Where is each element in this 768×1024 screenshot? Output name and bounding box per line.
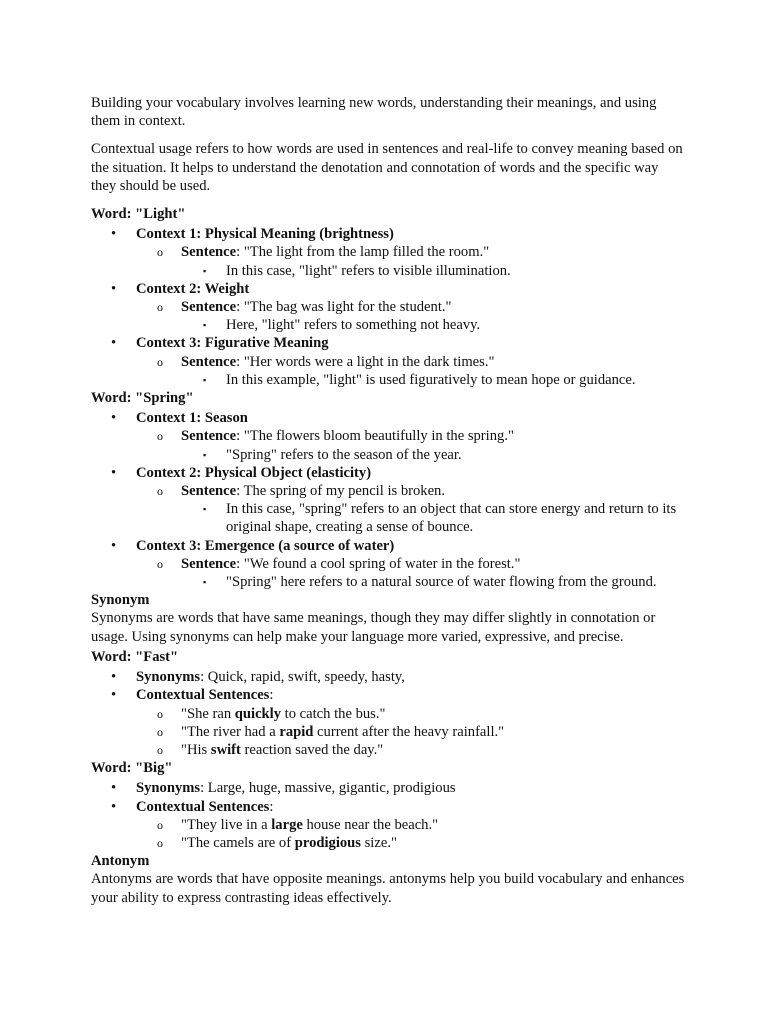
note-item (181, 446, 687, 464)
context-title: Context 1: Season (136, 410, 248, 427)
note-text: In this case, "light" refers to visible illumination. (226, 262, 511, 279)
bullet-marker: ▪ (203, 320, 207, 331)
note-text: In this example, "light" is used figuratively to mean hope or guidance. (226, 371, 636, 388)
sentence-item (136, 482, 687, 537)
colon: : (269, 687, 274, 704)
bullet-marker: o (157, 354, 163, 369)
example-sentence (136, 723, 687, 741)
example-sentence (136, 741, 687, 759)
note-item (181, 371, 687, 389)
bullet-marker: o (157, 817, 163, 832)
bullet-marker: • (111, 335, 117, 352)
note-text: In this case, "spring" refers to an object that can store energy and return to its original shape, creating a sense of bounce. (226, 501, 677, 536)
context-item (91, 464, 687, 537)
sentence-item (136, 555, 687, 591)
example-sentence (136, 834, 687, 852)
highlighted-word: quickly (234, 705, 282, 722)
contextual-label: Contextual Sentences (136, 798, 270, 815)
context-list (91, 409, 687, 591)
sentence-text: : "Her words were a light in the dark times." (236, 353, 495, 370)
sentence-part: house near the beach." (302, 816, 439, 833)
highlighted-word: prodigious (294, 834, 361, 851)
bullet-marker: o (157, 300, 163, 315)
context-title: Context 3: Figurative Meaning (136, 335, 329, 352)
bullet-marker: • (111, 669, 117, 686)
sentence-part: "She ran (181, 705, 235, 722)
sentence-text: : The spring of my pencil is broken. (236, 483, 445, 500)
context-title: Context 1: Physical Meaning (brightness) (136, 226, 394, 243)
sentence-label: Sentence (181, 555, 237, 572)
note-text: "Spring" refers to the season of the year. (226, 446, 462, 463)
bullet-marker: o (157, 429, 163, 444)
synonym-heading: Synonym (91, 592, 150, 609)
synonyms-label: Synonyms (136, 780, 201, 797)
bullet-marker: ▪ (203, 504, 207, 515)
bullet-marker: ▪ (203, 449, 207, 460)
bullet-marker: • (111, 464, 117, 481)
sentence-text: : "The bag was light for the student." (236, 299, 452, 316)
note-item (181, 262, 687, 280)
highlighted-word: rapid (279, 723, 314, 740)
sentence-label: Sentence (181, 483, 237, 500)
synonyms-item (91, 668, 687, 686)
sentence-label: Sentence (181, 428, 237, 445)
antonym-description: Antonyms are words that have opposite meanings. antonyms help you build vocabulary and enhances your ability to express contrasting ideas effectively. (91, 871, 685, 906)
contextual-sentences-item (91, 798, 687, 853)
highlighted-word: large (271, 816, 303, 833)
sentence-part: "The river had a (181, 723, 280, 740)
note-text: Here, "light" refers to something not heavy. (226, 317, 481, 334)
bullet-marker: ▪ (203, 577, 207, 588)
bullet-marker: o (157, 556, 163, 571)
context-item (91, 225, 687, 280)
contextual-sentences-item (91, 686, 687, 759)
context-item (91, 334, 687, 389)
word-section-spring (91, 389, 687, 591)
synonyms-label: Synonyms (136, 669, 201, 686)
example-sentence (136, 816, 687, 834)
sentence-part: current after the heavy rainfall." (313, 723, 505, 740)
sentence-part: "They live in a (181, 816, 272, 833)
sentence-item (136, 298, 687, 334)
sentence-label: Sentence (181, 299, 237, 316)
context-item (91, 280, 687, 335)
intro-paragraph-2: Contextual usage refers to how words are used in sentences and real-life to convey meaning based on the situation. It helps to understand the denotation and connotation of words and the specific way they should be used. (91, 141, 683, 194)
word-heading: Word: "Big" (91, 760, 173, 777)
sentence-label: Sentence (181, 244, 237, 261)
bullet-marker: o (157, 724, 163, 739)
antonym-heading: Antonym (91, 853, 150, 870)
sentence-text: : "The flowers bloom beautifully in the spring." (236, 428, 514, 445)
sentence-part: "His (181, 741, 211, 758)
bullet-marker: • (111, 798, 117, 815)
note-item (181, 573, 687, 591)
context-title: Context 3: Emergence (a source of water) (136, 537, 395, 554)
colon: : (269, 798, 274, 815)
bullet-marker: • (111, 226, 117, 243)
bullet-marker: ▪ (203, 374, 207, 385)
bullet-marker: o (157, 245, 163, 260)
note-text: "Spring" here refers to a natural source of water flowing from the ground. (226, 574, 657, 591)
note-item (181, 316, 687, 334)
bullet-marker: • (111, 410, 117, 427)
document-body (91, 94, 687, 909)
sentence-part: to catch the bus." (281, 705, 386, 722)
synonyms-text: : Large, huge, massive, gigantic, prodigious (200, 780, 456, 797)
synonyms-item (91, 779, 687, 797)
sentence-part: "The camels are of (181, 834, 295, 851)
bullet-marker: o (157, 742, 163, 757)
synonym-word-fast (91, 648, 687, 759)
sentence-item (136, 243, 687, 279)
contextual-label: Contextual Sentences (136, 687, 270, 704)
synonym-description: Synonyms are words that have same meanings, though they may differ slightly in connotation or usage. Using synonyms can help make your language more varied, expressive, and precise. (91, 610, 656, 645)
sentence-item (136, 427, 687, 463)
example-sentence (136, 705, 687, 723)
bullet-marker: o (157, 835, 163, 850)
bullet-marker: • (111, 780, 117, 797)
context-title: Context 2: Physical Object (elasticity) (136, 464, 372, 481)
highlighted-word: swift (210, 741, 241, 758)
sentence-part: size." (360, 834, 397, 851)
sentence-part: reaction saved the day." (240, 741, 384, 758)
bullet-marker: • (111, 687, 117, 704)
bullet-marker: o (157, 706, 163, 721)
word-heading: Word: "Light" (91, 206, 186, 223)
synonyms-text: : Quick, rapid, swift, speedy, hasty, (200, 669, 405, 686)
bullet-marker: ▪ (203, 265, 207, 276)
context-item (91, 409, 687, 464)
context-title: Context 2: Weight (136, 280, 250, 297)
intro-paragraph-1: Building your vocabulary involves learning new words, understanding their meanings, and using them in context. (91, 95, 657, 130)
bullet-marker: • (111, 537, 117, 554)
sentence-text: : "The light from the lamp filled the room." (236, 244, 490, 261)
context-item (91, 537, 687, 592)
word-heading: Word: "Spring" (91, 390, 194, 407)
word-section-light (91, 205, 687, 389)
sentence-label: Sentence (181, 353, 237, 370)
sentence-item (136, 353, 687, 389)
context-list (91, 225, 687, 389)
bullet-marker: • (111, 280, 117, 297)
sentence-text: : "We found a cool spring of water in the forest." (236, 555, 521, 572)
note-item (181, 500, 687, 536)
synonym-word-big (91, 759, 687, 852)
word-heading: Word: "Fast" (91, 648, 179, 665)
bullet-marker: o (157, 484, 163, 499)
